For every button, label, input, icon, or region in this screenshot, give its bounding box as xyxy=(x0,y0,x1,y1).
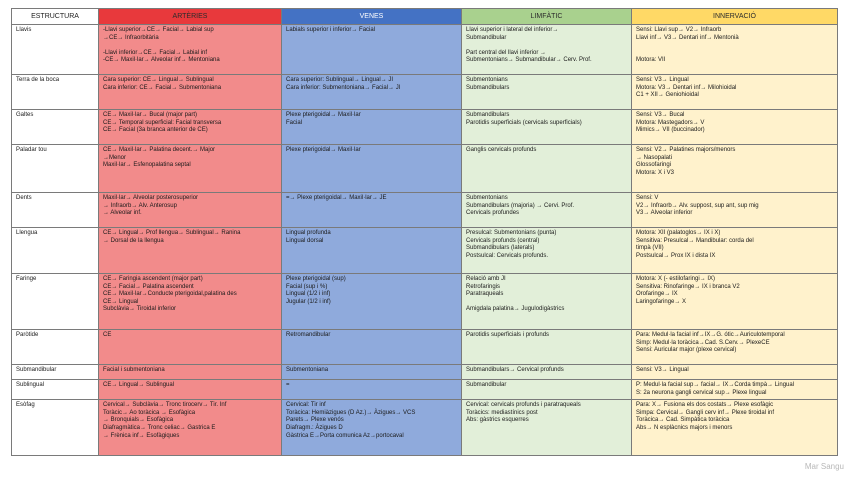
cell-line: Submandibulars (majoria) → Cervi. Prof. xyxy=(466,202,575,209)
table-row xyxy=(12,145,838,193)
arteries-cell xyxy=(99,380,282,400)
innervation-cell xyxy=(632,145,838,193)
cell-line: CE→ Facial→ Palatina ascendent xyxy=(103,283,194,290)
structure-cell xyxy=(12,380,99,400)
cell-line: Motora: VII xyxy=(636,57,666,64)
innervation-cell xyxy=(632,25,838,75)
cell-line: Paròtide xyxy=(16,332,39,338)
lymphatic-cell xyxy=(462,400,632,456)
cell-line: Llavi superior i lateral del inferior→ xyxy=(466,27,559,33)
veins-cell xyxy=(282,330,462,365)
cell-line: CE→ Lingual→ Sublingual xyxy=(103,382,175,388)
cell-line: Sensi: V3→ Lingual xyxy=(636,367,689,373)
cell-line: CE→ Facial (3a branca anterior de CE) xyxy=(103,127,208,134)
arteries-cell xyxy=(99,365,282,380)
innervation-cell xyxy=(632,75,838,110)
cell-line: Motora: XII (palatoglos→ IX i X) xyxy=(636,230,721,236)
cell-line: -Llavi superior→CE→ Facial→ Labial sup xyxy=(103,27,214,33)
cell-line: Faringe xyxy=(16,276,37,282)
cell-line: Facial i submentoniana xyxy=(103,367,165,373)
structure-cell xyxy=(12,228,99,274)
cell-line: Diafragm.: Àzigues D xyxy=(286,424,343,431)
cell-line: Para: Medul·la facial inf→IX→G. ótic→Auriculotemporal xyxy=(636,332,785,338)
cell-line: Parets→ Plexe venós xyxy=(286,417,344,424)
cell-line: Sensi: V3→ Lingual xyxy=(636,77,689,83)
cell-line: Submandibular xyxy=(466,34,507,41)
innervation-cell xyxy=(632,274,838,330)
cell-line: Postsulcal→ Prox IX i dista IX xyxy=(636,252,716,259)
cell-line: Dents xyxy=(16,195,32,201)
innervation-cell xyxy=(632,228,838,274)
cell-line: Jugular (1/2 i inf) xyxy=(286,298,331,305)
veins-cell xyxy=(282,145,462,193)
cell-line: Cervical: cervicals profunds i paratraqueals xyxy=(466,402,581,409)
cell-line: Toràcic→ Ao toràcica → Esofàgica xyxy=(103,409,196,416)
cell-line: Submandibular xyxy=(466,382,507,388)
table-row xyxy=(12,380,838,400)
header-estructura: ESTRUCTURA xyxy=(12,9,99,25)
cell-line: → Frènica inf→ Esofàgiques xyxy=(103,432,180,439)
lymphatic-cell xyxy=(462,380,632,400)
cell-line: Cara inferior: Submentoniana→ Facial→ JI xyxy=(286,84,401,91)
cell-line: CE→ Maxil·lar→ Bucal (major part) xyxy=(103,112,198,118)
lymphatic-cell xyxy=(462,274,632,330)
cell-line: Glossofaringi xyxy=(636,162,672,169)
cell-line: Mimics→ VII (buccinador) xyxy=(636,127,705,134)
cell-line: Part central del llavi inferior → xyxy=(466,49,547,56)
cell-line: Submandibulars xyxy=(466,112,510,118)
veins-cell xyxy=(282,110,462,145)
cell-line: Submentonians→ Submandibular→ Cerv. Prof. xyxy=(466,57,592,64)
arteries-cell xyxy=(99,193,282,228)
structure-cell xyxy=(12,110,99,145)
arteries-cell xyxy=(99,228,282,274)
cell-line: Toràcica: Hemiàzigues (D Az.)→ Àzigues→ VCS xyxy=(286,409,416,416)
cell-line: Laringofaringe→ X xyxy=(636,298,687,305)
cell-line: Motora: X (- estilofaringi→ IX) xyxy=(636,276,716,282)
cell-line: Abs: gàstrics esquerres xyxy=(466,417,529,424)
cell-line: CE→ Maxil·lar→Conducte pterigoidal,palatina des xyxy=(103,291,237,298)
cell-line: CE→ Lingual xyxy=(103,298,139,305)
arteries-cell xyxy=(99,25,282,75)
cell-line: Gàstrica E→Porta comunica Az→portocaval xyxy=(286,432,404,439)
innervation-cell xyxy=(632,380,838,400)
cell-line: = xyxy=(286,382,290,388)
cell-line: Lingual (1/2 i inf) xyxy=(286,291,331,298)
cell-line: Sensi: Auricular major (plexe cervical) xyxy=(636,347,737,354)
arteries-cell xyxy=(99,330,282,365)
header-venes: VENES xyxy=(282,9,462,25)
cell-line: Plexe pterigoidal→ Maxil·lar xyxy=(286,112,361,118)
cell-line: Ganglis cervicals profunds xyxy=(466,147,537,153)
cell-line: Abs→ N esplàcnics majors i menors xyxy=(636,424,733,431)
cell-line: -Llavi inferior→CE→ Facial→ Labial inf xyxy=(103,49,208,56)
table-row xyxy=(12,75,838,110)
cell-line: Submentonians xyxy=(466,77,508,83)
innervation-cell xyxy=(632,110,838,145)
cell-line: Relació amb JI xyxy=(466,276,506,282)
cell-line: CE→ Temporal superficial: Facial transversa xyxy=(103,119,222,126)
author-watermark: Mar Sangu xyxy=(804,462,844,471)
cell-line: Cara inferior: CE→ Facial→ Submentoniana xyxy=(103,84,222,91)
lymphatic-cell xyxy=(462,365,632,380)
innervation-cell xyxy=(632,193,838,228)
cell-line: → Nasopalati xyxy=(636,154,673,161)
structure-cell xyxy=(12,145,99,193)
cell-line: Sublingual xyxy=(16,382,45,388)
cell-line: Cara superior: Sublingual→ Lingual→ JI xyxy=(286,77,394,83)
cell-line: Cervicals profundes xyxy=(466,210,520,217)
cell-line: Sensi: V2→ Palatines majors/menors xyxy=(636,147,736,153)
lymphatic-cell xyxy=(462,110,632,145)
cell-line: Parotidis superficials i profunds xyxy=(466,332,550,338)
cell-line: → Dorsal de la llengua xyxy=(103,237,164,244)
cell-line: Parotidis superficials (cervicals superficials) xyxy=(466,119,582,126)
cell-line: Postsulcal: Cervicals profunds. xyxy=(466,252,549,259)
cell-line: S: 2a neurona gangli cervical sup→ Plexe lingual xyxy=(636,389,767,396)
innervation-cell xyxy=(632,400,838,456)
cell-line: =→ Plexe pterigoidal→ Maxil·lar→ JE xyxy=(286,195,387,201)
cell-line: Orofaringe→ IX xyxy=(636,291,678,298)
innervation-cell xyxy=(632,330,838,365)
lymphatic-cell xyxy=(462,330,632,365)
veins-cell xyxy=(282,380,462,400)
table-row xyxy=(12,400,838,456)
structure-cell xyxy=(12,25,99,75)
cell-line: Simpa: Cervical→ Gangli cerv inf→ Plexe tiroidal inf xyxy=(636,409,775,416)
table-row xyxy=(12,25,838,75)
lymphatic-cell xyxy=(462,25,632,75)
table-row xyxy=(12,193,838,228)
cell-line xyxy=(466,299,627,307)
cell-line: →Menor xyxy=(103,154,127,161)
cell-line: Cervical→ Subclàvia→ Tronc tirocerv→ Tir. Inf xyxy=(103,402,227,409)
anatomy-table xyxy=(11,8,838,456)
header-row xyxy=(12,9,838,25)
cell-line: Simp: Medul·la toràcica→Cad. S.Cerv.→ PlexeCE xyxy=(636,339,770,346)
arteries-cell xyxy=(99,400,282,456)
cell-line: Sensitiva: Rinofaringe→ IX i branca V2 xyxy=(636,283,740,290)
structure-cell xyxy=(12,274,99,330)
cell-line: Galtes xyxy=(16,112,34,118)
cell-line: C1 + XII→ Geniohioidal xyxy=(636,92,699,99)
innervation-cell xyxy=(632,365,838,380)
lymphatic-cell xyxy=(462,75,632,110)
structure-cell xyxy=(12,330,99,365)
veins-cell xyxy=(282,274,462,330)
cell-line: Lingual profunda xyxy=(286,230,331,236)
cell-line xyxy=(636,50,833,58)
lymphatic-cell xyxy=(462,145,632,193)
cell-line: Presulcal: Submentonians (punta) xyxy=(466,230,557,236)
structure-cell xyxy=(12,75,99,110)
cell-line: Diafragmàtica→ Tronc celiac→ Gastrica E xyxy=(103,424,216,431)
header-innervacio: INNERVACIÓ xyxy=(632,9,838,25)
cell-line: Motora: Mastegadors→ V xyxy=(636,119,705,126)
cell-line: Amigdala palatina→ Jugulodigàstrics xyxy=(466,306,565,313)
cell-line: Cervicals profunds (central) xyxy=(466,237,540,244)
table-row xyxy=(12,274,838,330)
cell-line: Paratraqueals xyxy=(466,291,504,298)
cell-line: V3→ Alveolar inferior xyxy=(636,210,693,217)
veins-cell xyxy=(282,25,462,75)
table-row xyxy=(12,330,838,365)
cell-line xyxy=(636,42,833,50)
arteries-cell xyxy=(99,274,282,330)
cell-line: →CE→ Infraorbitària xyxy=(103,34,159,41)
cell-line: Facial (sup i %) xyxy=(286,283,328,290)
cell-line: Cara superior: CE→ Lingual→ Sublingual xyxy=(103,77,214,83)
cell-line: Llengua xyxy=(16,230,38,236)
cell-line: Labials superior i inferior→ Facial xyxy=(286,27,376,33)
cell-line: Esòfag xyxy=(16,402,35,409)
cell-line: CE→ Faringia ascendent (major part) xyxy=(103,276,203,282)
cell-line: Submandibulars→ Cervical profunds xyxy=(466,367,564,373)
cell-line: Retromandibular xyxy=(286,332,331,338)
cell-line: Retrofaringis xyxy=(466,283,501,290)
structure-cell xyxy=(12,365,99,380)
cell-line: Motora: X i V3 xyxy=(636,169,675,176)
cell-line: Motora: V3→ Dentari inf→ Milohioidal xyxy=(636,84,737,91)
cell-line: Toràcics: mediastínics post xyxy=(466,409,538,416)
cell-line: Submandibular xyxy=(16,367,57,373)
cell-line: Subclàvia→ Tiroidal inferior xyxy=(103,306,177,313)
cell-line xyxy=(466,42,627,50)
cell-line: Para: X→ Fusiona els dos costats→ Plexe esofàgic xyxy=(636,402,774,409)
cell-line: Sensi: Llavi sup→ V2→ Infraorb xyxy=(636,27,722,33)
cell-line: Sensi: V xyxy=(636,195,659,201)
cell-line: Llavis xyxy=(16,27,32,33)
table-row xyxy=(12,228,838,274)
arteries-cell xyxy=(99,75,282,110)
cell-line: Facial xyxy=(286,119,303,126)
cell-line: Submandibulars xyxy=(466,84,510,91)
cell-line: Sensitiva: Presulcal→ Mandibular: corda del xyxy=(636,237,754,244)
cell-line: P: Medul·la facial sup→ facial→ IX→Corda timpà→ Lingual xyxy=(636,382,795,388)
veins-cell xyxy=(282,75,462,110)
cell-line: Maxil·lar→ Alveolar posterosuperior xyxy=(103,195,199,201)
cell-line: Toràcica→ Cad. Simpàtica toràcica xyxy=(636,417,730,424)
cell-line: V2→ Infraorb→ Alv. suppost, sup ant, sup mig xyxy=(636,202,759,209)
cell-line: → Infraorb→ Alv. Anterosup xyxy=(103,202,177,209)
cell-line: Submentoniana xyxy=(286,367,329,373)
table-row xyxy=(12,365,838,380)
lymphatic-cell xyxy=(462,193,632,228)
cell-line: CE→ Lingual→ Prof llengua→ Sublingual→ Ranina xyxy=(103,230,241,236)
cell-line: CE→ Maxil·lar→ Palatina decent.→ Major xyxy=(103,147,216,153)
veins-cell xyxy=(282,400,462,456)
cell-line: Llavi inf→ V3→ Dentari inf→ Mentonià xyxy=(636,34,739,41)
cell-line: Plexe pterigoidal→ Maxil·lar xyxy=(286,147,361,153)
lymphatic-cell xyxy=(462,228,632,274)
cell-line: Paladar tou xyxy=(16,147,47,153)
arteries-cell xyxy=(99,110,282,145)
cell-line: timpà (VII) xyxy=(636,245,664,252)
veins-cell xyxy=(282,365,462,380)
cell-line xyxy=(103,42,277,50)
cell-line: → Bronquials→ Esofàgica xyxy=(103,417,174,424)
cell-line: Lingual dorsal xyxy=(286,237,324,244)
cell-line: CE xyxy=(103,332,112,338)
arteries-cell xyxy=(99,145,282,193)
structure-cell xyxy=(12,193,99,228)
cell-line: Maxil·lar→ Esfenopalatina septal xyxy=(103,162,191,169)
cell-line: → Alveolar inf. xyxy=(103,210,142,217)
header-arteries: ARTÈRIES xyxy=(99,9,282,25)
header-limfatic: LIMFÀTIC xyxy=(462,9,632,25)
cell-line: Cervical: Tir inf xyxy=(286,402,326,409)
cell-line: Plexe pterigoidal (sup) xyxy=(286,276,346,282)
cell-line: -CE→ Maxil·lar→ Alveolar inf→ Mentoniana xyxy=(103,57,220,64)
veins-cell xyxy=(282,228,462,274)
cell-line: Submandibulars (laterals) xyxy=(466,245,535,252)
veins-cell xyxy=(282,193,462,228)
structure-cell xyxy=(12,400,99,456)
cell-line: Submentonians xyxy=(466,195,508,201)
cell-line: Sensi: V3→ Bucal xyxy=(636,112,685,118)
table-row xyxy=(12,110,838,145)
cell-line: Terra de la boca xyxy=(16,77,60,83)
